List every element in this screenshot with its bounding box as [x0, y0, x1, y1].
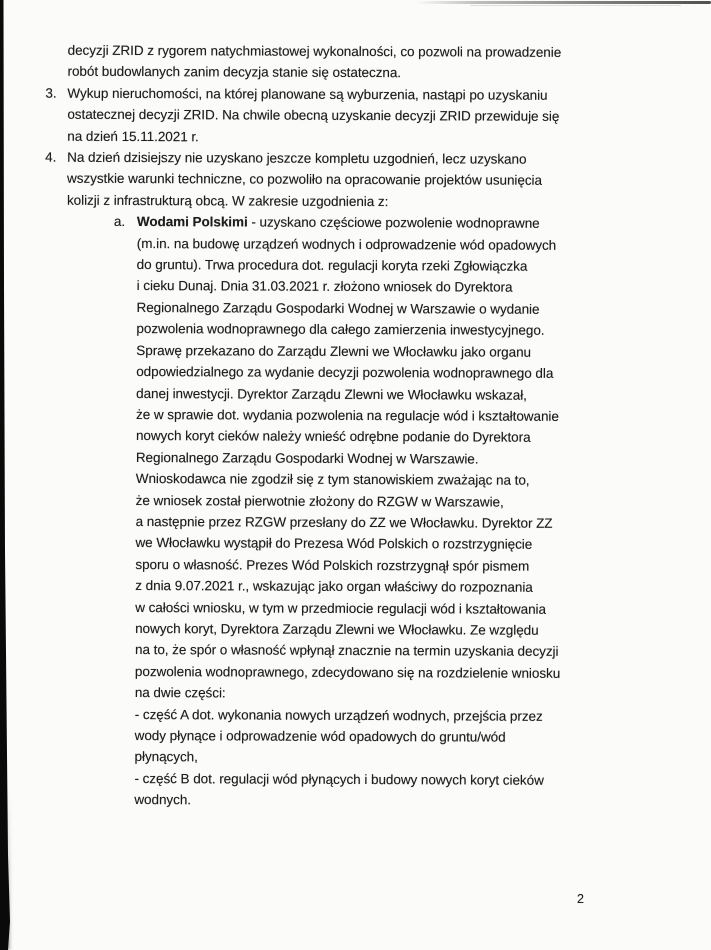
- list-item: [111, 211, 685, 813]
- text-line: nowych koryt, Dyrektora Zarządu Zlewni we Włocławku. Ze względu: [135, 620, 539, 638]
- text-line: na dzień 15.11.2021 r.: [67, 128, 199, 144]
- scan-edge-artifact: [0, 0, 12, 950]
- block-text: [67, 147, 542, 213]
- text-line: sporu o własność. Prezes Wód Polskich rozstrzygnął spór pismem: [135, 556, 530, 574]
- text-line: robót budowlanych zanim decyzja stanie się ostateczna.: [67, 64, 402, 81]
- text-line: kolizji z infrastrukturą obcą. W zakresie uzgodnienia z:: [66, 192, 389, 209]
- text-line: Regionalnego Zarządu Gospodarki Wodnej w Warszawie.: [135, 449, 479, 467]
- block-text: [67, 83, 559, 149]
- text-line: pozwolenia wodnoprawnego, zdecydowano się na rozdzielenie wniosku: [134, 663, 561, 681]
- text-line: pozwolenia wodnoprawnego dla całego zamierzenia inwestycyjnego.: [136, 321, 545, 339]
- list-item: [45, 147, 685, 214]
- text-line: a następnie przez RZGW przesłany do ZZ we Włocławku. Dyrektor ZZ: [135, 513, 553, 531]
- text-line: decyzji ZRID z rygorem natychmiastowej wykonalności, co pozwoli na prowadzenie: [67, 42, 562, 60]
- text-line: Wodami Polskimi - uzyskano częściowe pozwolenie wodnoprawne: [136, 214, 540, 232]
- text-line: nowych koryt cieków należy wnieść odrębne podanie do Dyrektora: [135, 428, 531, 446]
- text-line: we Włocławku wystąpił do Prezesa Wód Polskich o rozstrzygnięcie: [135, 535, 533, 553]
- text-line: Sprawę przekazano do Zarządu Zlewni we Włocławku jako organu: [136, 342, 532, 360]
- text-line: że wniosek został pierwotnie złożony do RZGW w Warszawie,: [135, 492, 504, 510]
- scan-top-line-artifact: [416, 1, 711, 4]
- text-line: (m.in. na budowę urządzeń wodnych i odprowadzenie wód opadowych: [136, 235, 557, 253]
- block-text: [134, 211, 562, 812]
- text-line: na to, że spór o własność wpłynął znacznie na termin uzyskania decyzji: [134, 642, 559, 660]
- text-line: Wnioskodawca nie zgodził się z tym stanowiskiem zważając na to,: [135, 471, 530, 488]
- text-line: Regionalnego Zarządu Gospodarki Wodnej w Warszawie o wydanie: [136, 299, 540, 317]
- list-marker: 3.: [45, 85, 57, 101]
- list-item: [45, 82, 685, 149]
- text-line: Na dzień dzisiejszy nie uzyskano jeszcze kompletu uzgodnień, lecz uzyskano: [67, 149, 527, 167]
- document-blocks: [42, 40, 685, 813]
- text-line: w całości wniosku, w tym w przedmiocie regulacji wód i kształtowania: [135, 599, 547, 617]
- paragraph: [45, 40, 685, 86]
- text-line: że w sprawie dot. wydania pozwolenia na regulacje wód i kształtowanie: [136, 406, 559, 424]
- text-line: wody płynące i odprowadzenie wód opadowych do gruntu/wód: [134, 728, 506, 745]
- text-line: wszystkie warunki techniczne, co pozwoliło na opracowanie projektów usunięcia: [67, 171, 543, 189]
- text-line: na dwie części:: [134, 685, 226, 701]
- list-marker: 4.: [45, 149, 57, 165]
- list-marker: a.: [113, 214, 126, 230]
- block-text: [67, 40, 561, 85]
- text-line: Wykup nieruchomości, na której planowane są wyburzenia, nastąpi po uzyskaniu: [67, 85, 548, 103]
- scan-top-line-faint-artifact: [470, 5, 681, 6]
- text-line: danej inwestycji. Dyrektor Zarządu Zlewni we Włocławku wskazał,: [136, 385, 527, 403]
- text-line: płynących,: [134, 749, 198, 765]
- text-line: ostatecznej decyzji ZRID. Na chwile obecną uzyskanie decyzji ZRID przewiduje się: [67, 106, 560, 125]
- text-line: i cieku Dunaj. Dnia 31.03.2021 r. złożono wniosek do Dyrektora: [136, 278, 513, 296]
- text-line: - część A dot. wykonania nowych urządzeń wodnych, przejścia przez: [134, 706, 543, 724]
- text-line: do gruntu). Trwa procedura dot. regulacji koryta rzeki Zgłowiączka: [136, 257, 528, 274]
- text-line: - część B dot. regulacji wód płynących i budowy nowych koryt cieków: [134, 770, 544, 788]
- text-line: z dnia 9.07.2021 r., wskazując jako organ właściwy do rozpoznania: [135, 578, 533, 595]
- page-number: 2: [577, 892, 584, 906]
- text-line: odpowiedzialnego za wydanie decyzji pozwolenia wodnoprawnego dla: [136, 364, 554, 381]
- text-line: wodnych.: [134, 792, 192, 808]
- bold-lead: Wodami Polskimi: [136, 214, 248, 230]
